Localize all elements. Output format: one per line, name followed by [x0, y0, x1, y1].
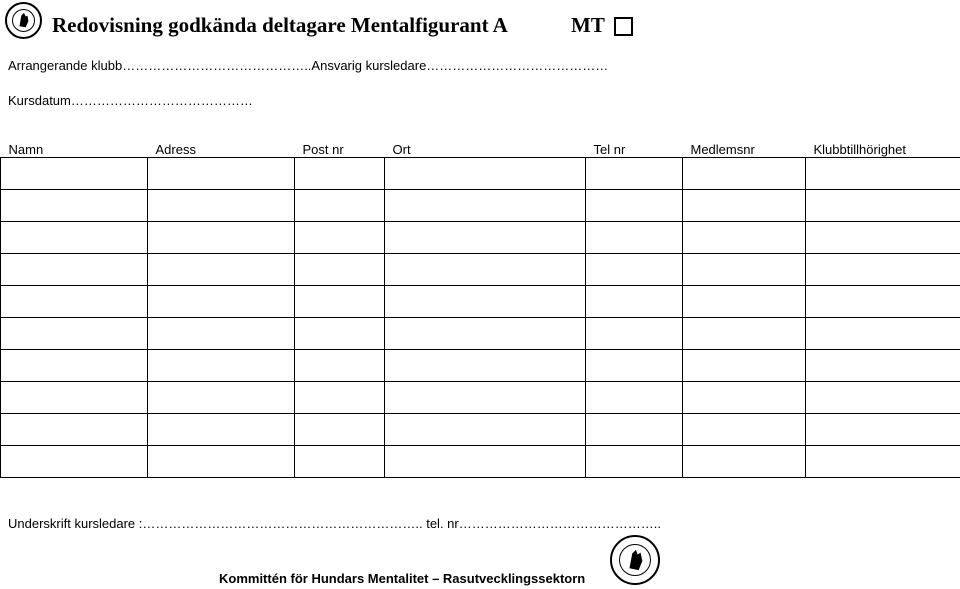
table-cell[interactable]	[586, 350, 683, 382]
column-header-adress: Adress	[148, 139, 295, 158]
table-cell[interactable]	[385, 190, 586, 222]
club-and-instructor-field[interactable]: Arrangerande klubb……………………………………..Ansvarig kursledare……………………………………	[8, 58, 609, 73]
table-cell[interactable]	[385, 286, 586, 318]
participants-table	[0, 139, 960, 478]
table-cell[interactable]	[1, 254, 148, 286]
table-row	[1, 286, 960, 318]
organization-logo-icon	[610, 535, 660, 585]
table-cell[interactable]	[148, 350, 295, 382]
table-cell[interactable]	[1, 446, 148, 478]
table-cell[interactable]	[806, 222, 960, 254]
table-cell[interactable]	[806, 446, 960, 478]
table-cell[interactable]	[148, 286, 295, 318]
table-cell[interactable]	[385, 446, 586, 478]
table-cell[interactable]	[295, 222, 385, 254]
table-row	[1, 414, 960, 446]
table-row	[1, 350, 960, 382]
table-cell[interactable]	[295, 318, 385, 350]
table-cell[interactable]	[295, 158, 385, 190]
table-cell[interactable]	[148, 254, 295, 286]
table-row	[1, 222, 960, 254]
table-cell[interactable]	[586, 190, 683, 222]
table-cell[interactable]	[806, 414, 960, 446]
table-cell[interactable]	[586, 286, 683, 318]
table-row	[1, 190, 960, 222]
table-cell[interactable]	[586, 158, 683, 190]
table-cell[interactable]	[385, 414, 586, 446]
table-cell[interactable]	[385, 222, 586, 254]
table-cell[interactable]	[1, 158, 148, 190]
table-cell[interactable]	[683, 350, 806, 382]
table-cell[interactable]	[1, 286, 148, 318]
table-cell[interactable]	[806, 286, 960, 318]
table-cell[interactable]	[385, 158, 586, 190]
table-row	[1, 158, 960, 190]
column-header-postnr: Post nr	[295, 139, 385, 158]
table-cell[interactable]	[148, 446, 295, 478]
table-cell[interactable]	[586, 446, 683, 478]
table-cell[interactable]	[295, 190, 385, 222]
table-cell[interactable]	[683, 446, 806, 478]
table-cell[interactable]	[1, 350, 148, 382]
table-cell[interactable]	[683, 414, 806, 446]
table-cell[interactable]	[806, 190, 960, 222]
mt-label: MT	[571, 13, 605, 37]
mt-checkbox[interactable]	[614, 17, 633, 36]
table-cell[interactable]	[148, 158, 295, 190]
table-cell[interactable]	[1, 190, 148, 222]
signature-and-phone-field[interactable]: Underskrift kursledare :……………………………………………………….. tel. nr………………………………………..	[8, 516, 661, 531]
table-cell[interactable]	[683, 190, 806, 222]
table-cell[interactable]	[586, 254, 683, 286]
table-cell[interactable]	[385, 382, 586, 414]
table-row	[1, 446, 960, 478]
table-cell[interactable]	[806, 382, 960, 414]
table-cell[interactable]	[295, 382, 385, 414]
table-cell[interactable]	[586, 318, 683, 350]
table-cell[interactable]	[295, 446, 385, 478]
course-date-field[interactable]: Kursdatum……………………………………	[8, 93, 253, 108]
table-cell[interactable]	[148, 222, 295, 254]
table-cell[interactable]	[683, 158, 806, 190]
table-cell[interactable]	[295, 414, 385, 446]
table-header-row	[1, 139, 960, 158]
table-cell[interactable]	[148, 382, 295, 414]
table-cell[interactable]	[806, 158, 960, 190]
column-header-namn: Namn	[1, 139, 148, 158]
table-cell[interactable]	[806, 318, 960, 350]
footer-organization: Kommittén för Hundars Mentalitet – Rasutvecklingssektorn	[219, 571, 586, 586]
table-cell[interactable]	[586, 382, 683, 414]
table-cell[interactable]	[806, 254, 960, 286]
table-cell[interactable]	[295, 350, 385, 382]
table-cell[interactable]	[385, 254, 586, 286]
column-header-telnr: Tel nr	[586, 139, 683, 158]
table-cell[interactable]	[683, 254, 806, 286]
column-header-ort: Ort	[385, 139, 586, 158]
table-cell[interactable]	[586, 222, 683, 254]
table-row	[1, 318, 960, 350]
page-title: Redovisning godkända deltagare Mentalfigurant A	[52, 13, 508, 37]
column-header-medlemsnr: Medlemsnr	[683, 139, 806, 158]
table-cell[interactable]	[385, 350, 586, 382]
table-cell[interactable]	[683, 382, 806, 414]
table-cell[interactable]	[586, 414, 683, 446]
table-cell[interactable]	[385, 318, 586, 350]
table-cell[interactable]	[1, 318, 148, 350]
table-cell[interactable]	[1, 222, 148, 254]
table-cell[interactable]	[683, 286, 806, 318]
table-cell[interactable]	[683, 318, 806, 350]
table-cell[interactable]	[148, 318, 295, 350]
table-cell[interactable]	[806, 350, 960, 382]
table-row	[1, 382, 960, 414]
table-cell[interactable]	[148, 190, 295, 222]
table-cell[interactable]	[295, 286, 385, 318]
organization-logo-icon	[5, 2, 42, 39]
table-cell[interactable]	[148, 414, 295, 446]
table-cell[interactable]	[1, 414, 148, 446]
table-cell[interactable]	[1, 382, 148, 414]
table-cell[interactable]	[683, 222, 806, 254]
table-cell[interactable]	[295, 254, 385, 286]
table-row	[1, 254, 960, 286]
column-header-klubbtillhorighet: Klubbtillhörighet	[806, 139, 960, 158]
